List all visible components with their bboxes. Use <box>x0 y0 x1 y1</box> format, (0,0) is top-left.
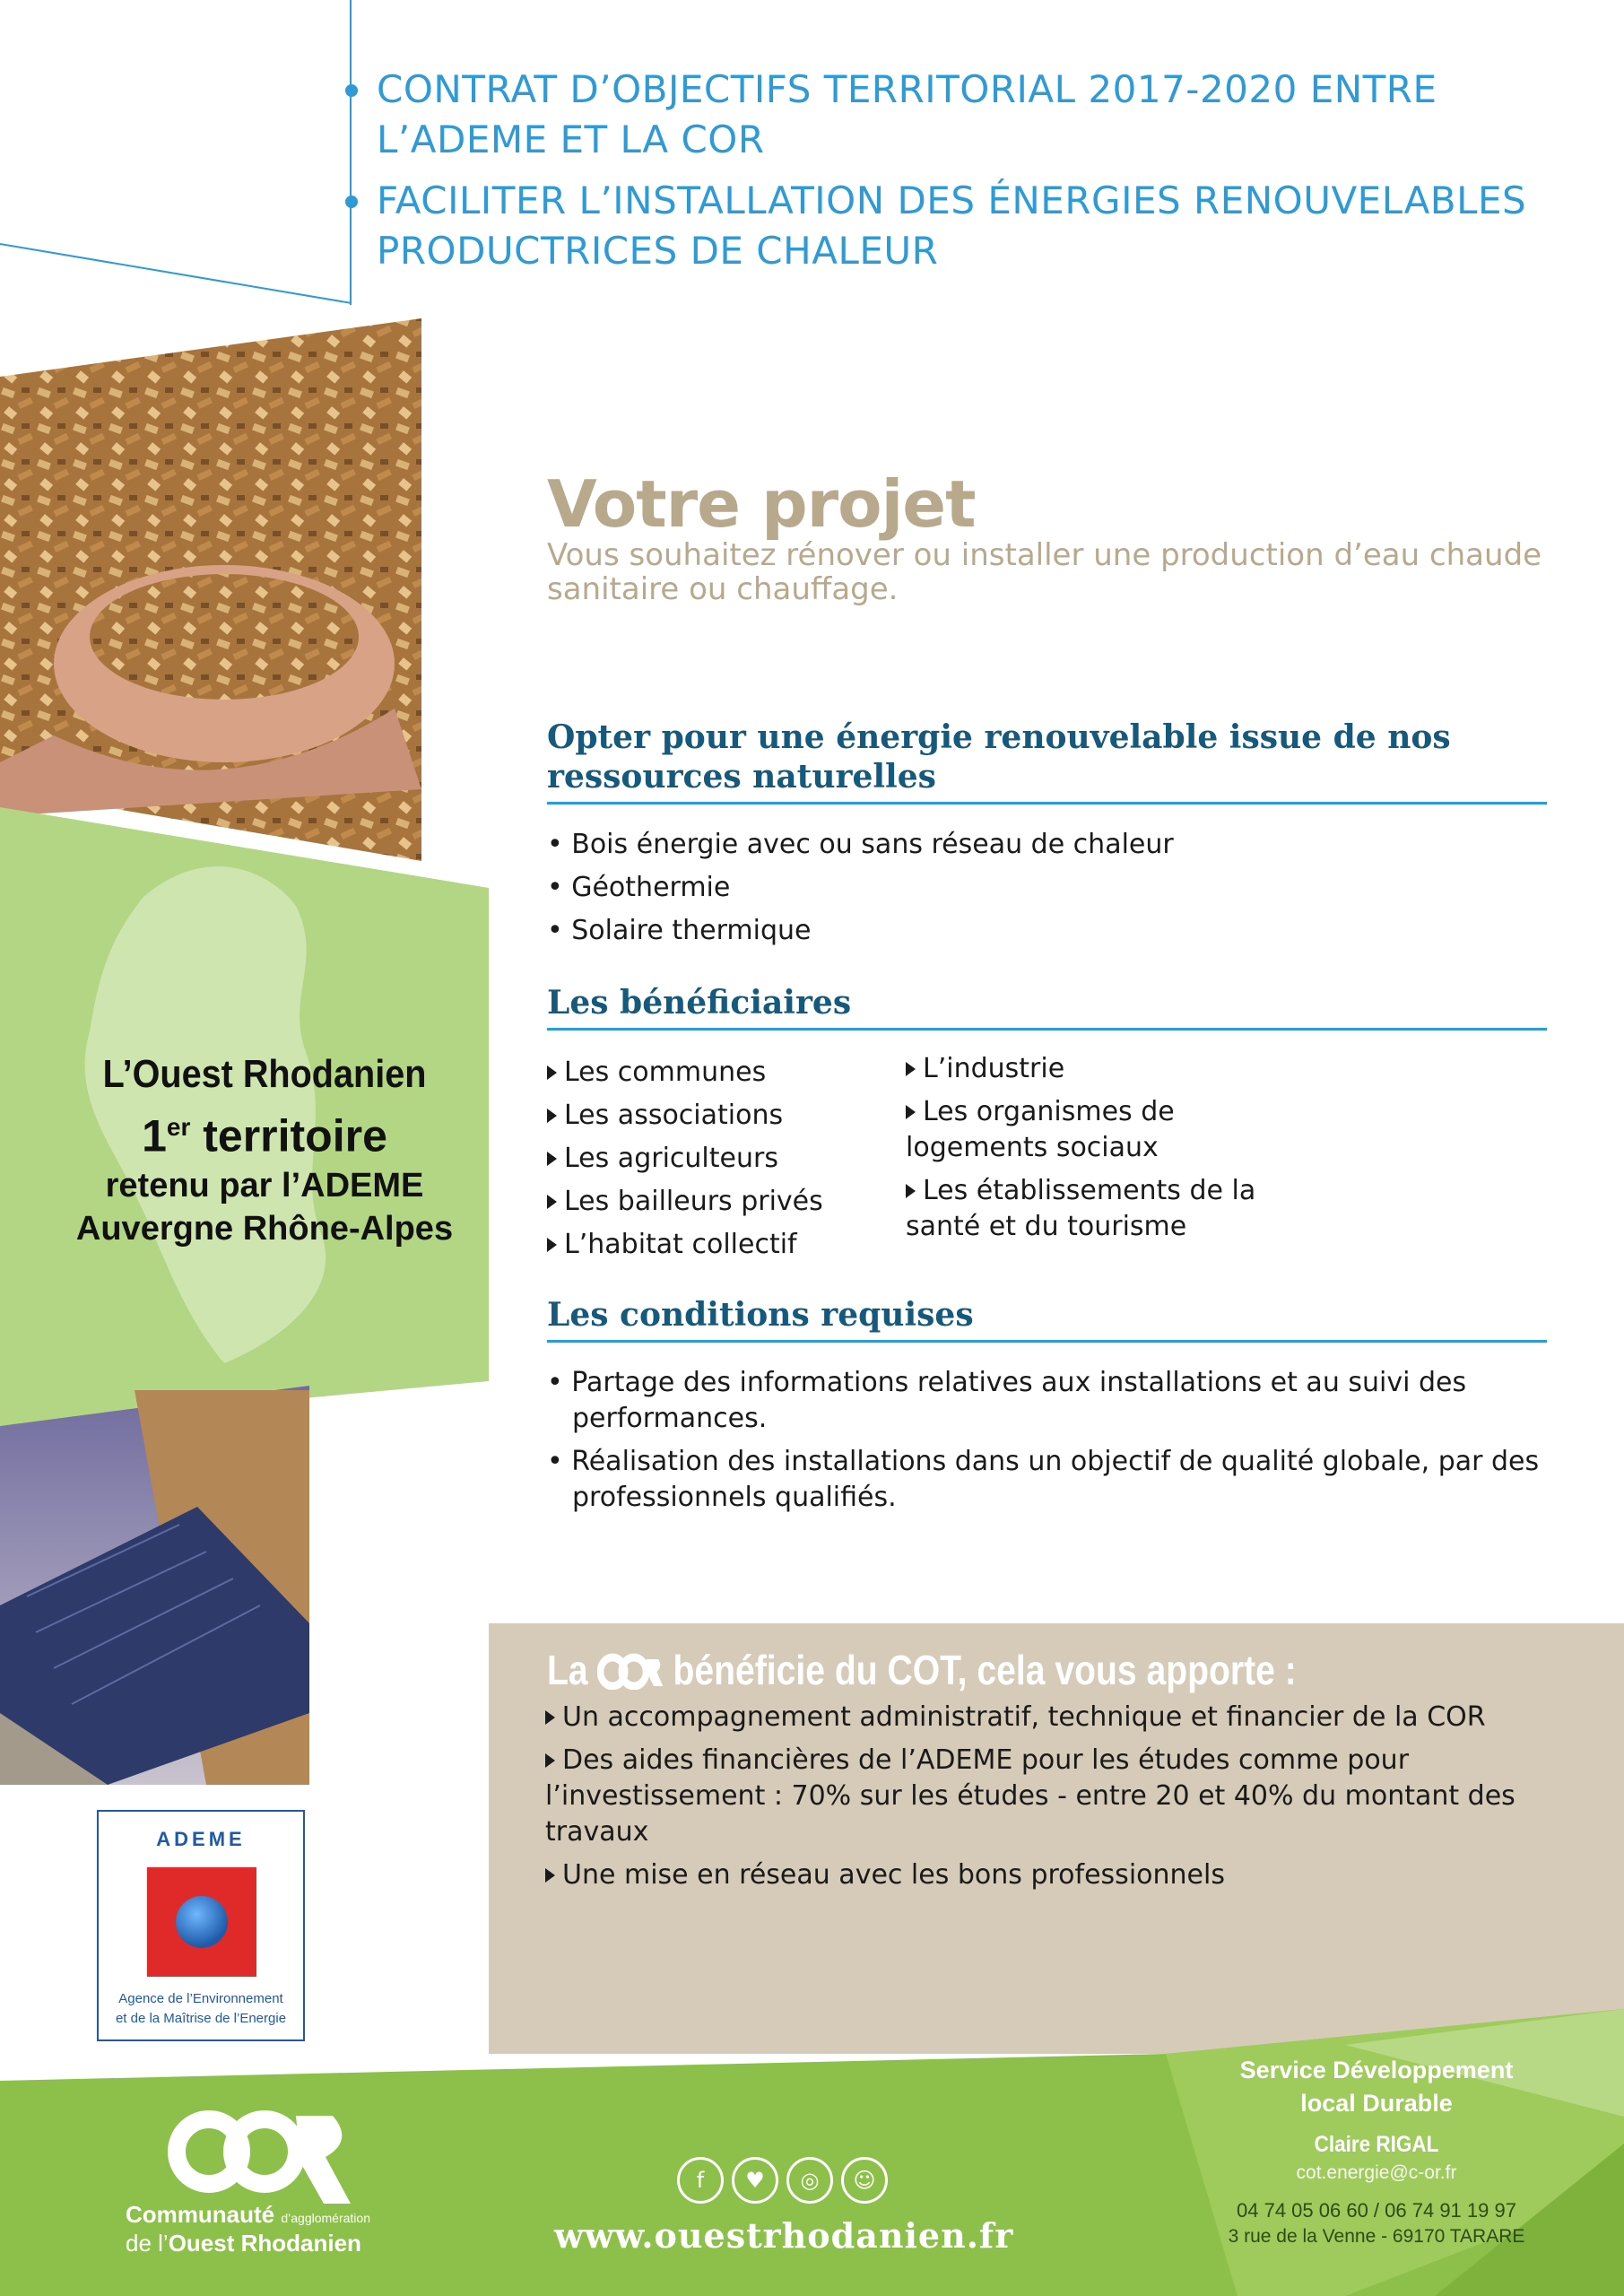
triangle-bullet-icon <box>545 1710 555 1725</box>
header-line: CONTRAT D’OBJECTIFS TERRITORIAL 2017-2020 ENTRE <box>377 67 1437 111</box>
social-links <box>677 2157 896 2204</box>
facebook-icon[interactable]: f <box>677 2157 724 2204</box>
benefits-title: La bénéficie du COT, cela vous apporte : <box>547 1647 1297 1693</box>
header-title-1 <box>377 65 1569 165</box>
list-item: L’industrie <box>906 1051 1255 1087</box>
service-name: local Durable <box>1300 2090 1453 2117</box>
list-item: • Réalisation des installations dans un objectif de qualité globale, par des professionnels qualifiés. <box>547 1446 1540 1513</box>
triangle-bullet-icon <box>547 1152 557 1166</box>
list-item: L’habitat collectif <box>547 1223 823 1266</box>
list-item: Un accompagnement administratif, technique et financier de la COR <box>545 1700 1532 1735</box>
ademe-logo-subtitle: Agence de l’Environnement et de la Maîtrise de l’Energie <box>115 1991 287 2026</box>
bullet-dot <box>345 196 358 208</box>
triangle-bullet-icon <box>547 1238 557 1252</box>
ademe-logo-square <box>147 1867 256 1977</box>
header-line: L’ADEME ET LA COR <box>377 117 765 161</box>
list-item: • Géothermie <box>547 872 731 903</box>
header-title-2 <box>377 176 1569 276</box>
territory-callout <box>54 1049 475 1250</box>
list-item: • Solaire thermique <box>547 915 812 946</box>
header-line: FACILITER L’INSTALLATION DES ÉNERGIES RENOUVELABLES <box>377 178 1527 222</box>
list-item: Les bailleurs privés <box>547 1180 823 1223</box>
triangle-bullet-icon <box>906 1105 916 1119</box>
globe-icon <box>176 1896 228 1948</box>
triangle-bullet-icon <box>906 1184 916 1198</box>
list-item: Une mise en réseau avec les bons professionnels <box>545 1857 1532 1893</box>
list-item: Les communes <box>547 1051 823 1094</box>
snapchat-icon[interactable]: ☺ <box>841 2157 888 2204</box>
contact-block <box>1193 2054 1560 2249</box>
section-beneficiaries-title: Les bénéficiaires <box>547 983 1547 1031</box>
contact-phone: 04 74 05 06 60 / 06 74 91 19 97 <box>1237 2199 1516 2222</box>
project-subtitle: Vous souhaitez rénover ou installer une production d’eau chaude sanitaire ou chauffage. <box>547 537 1542 607</box>
triangle-bullet-icon <box>906 1062 916 1076</box>
energy-list <box>547 823 1174 952</box>
beneficiaries-col-2 <box>906 1051 1255 1245</box>
instagram-icon[interactable]: ◎ <box>786 2157 833 2204</box>
list-item: Les établissements de la santé et du tourisme <box>906 1175 1256 1242</box>
benefits-list <box>545 1700 1532 1900</box>
triangle-bullet-icon <box>547 1195 557 1209</box>
bullet-dot <box>345 84 358 97</box>
beneficiaries-col-1 <box>547 1051 823 1266</box>
territory-line-2: 1er territoire <box>142 1110 387 1161</box>
project-title: Votre projet <box>547 466 976 542</box>
ademe-logo-title: ADEME <box>156 1828 246 1850</box>
conditions-list <box>547 1365 1551 1523</box>
contact-name: Claire RIGAL <box>1314 2132 1439 2157</box>
ademe-logo <box>97 1810 305 2041</box>
header-line: PRODUCTRICES DE CHALEUR <box>377 229 939 273</box>
triangle-bullet-icon <box>545 1868 555 1883</box>
triangle-bullet-icon <box>547 1065 557 1080</box>
cor-logo-icon <box>597 1650 663 1690</box>
territory-line-1: L’Ouest Rhodanien <box>102 1052 427 1096</box>
section-conditions-title: Les conditions requises <box>547 1295 1547 1343</box>
list-item: Les agriculteurs <box>547 1137 823 1180</box>
territory-line-4: Auvergne Rhône-Alpes <box>75 1209 454 1248</box>
list-item: Des aides financières de l’ADEME pour les études comme pour l’investissement : 70% sur les études - entre 20 et 40% du montant des travaux <box>545 1744 1515 1848</box>
header-diagonal-rule <box>0 0 359 323</box>
cor-name: Communauté d’agglomération de l’Ouest Rhodanien <box>126 2201 370 2257</box>
cor-logo <box>166 2094 354 2211</box>
contact-email[interactable]: cot.energie@c-or.fr <box>1296 2162 1457 2183</box>
territory-line-3: retenu par l’ADEME <box>105 1166 424 1205</box>
list-item: Les organismes de logements sociaux <box>906 1096 1175 1163</box>
triangle-bullet-icon <box>545 1753 555 1768</box>
list-item: Les associations <box>547 1094 823 1137</box>
contact-address: 3 rue de la Venne - 69170 TARARE <box>1228 2226 1525 2247</box>
list-item: • Bois énergie avec ou sans réseau de chaleur <box>547 829 1174 860</box>
service-name: Service Développement <box>1239 2057 1514 2083</box>
website-link[interactable]: www.ouestrhodanien.fr <box>554 2215 1014 2256</box>
twitter-icon[interactable]: ♥ <box>732 2157 778 2204</box>
list-item: • Partage des informations relatives aux installations et au suivi des performances. <box>547 1367 1467 1434</box>
triangle-bullet-icon <box>547 1109 557 1123</box>
section-energy-title: Opter pour une énergie renouvelable issue de nos ressources naturelles <box>547 718 1547 804</box>
